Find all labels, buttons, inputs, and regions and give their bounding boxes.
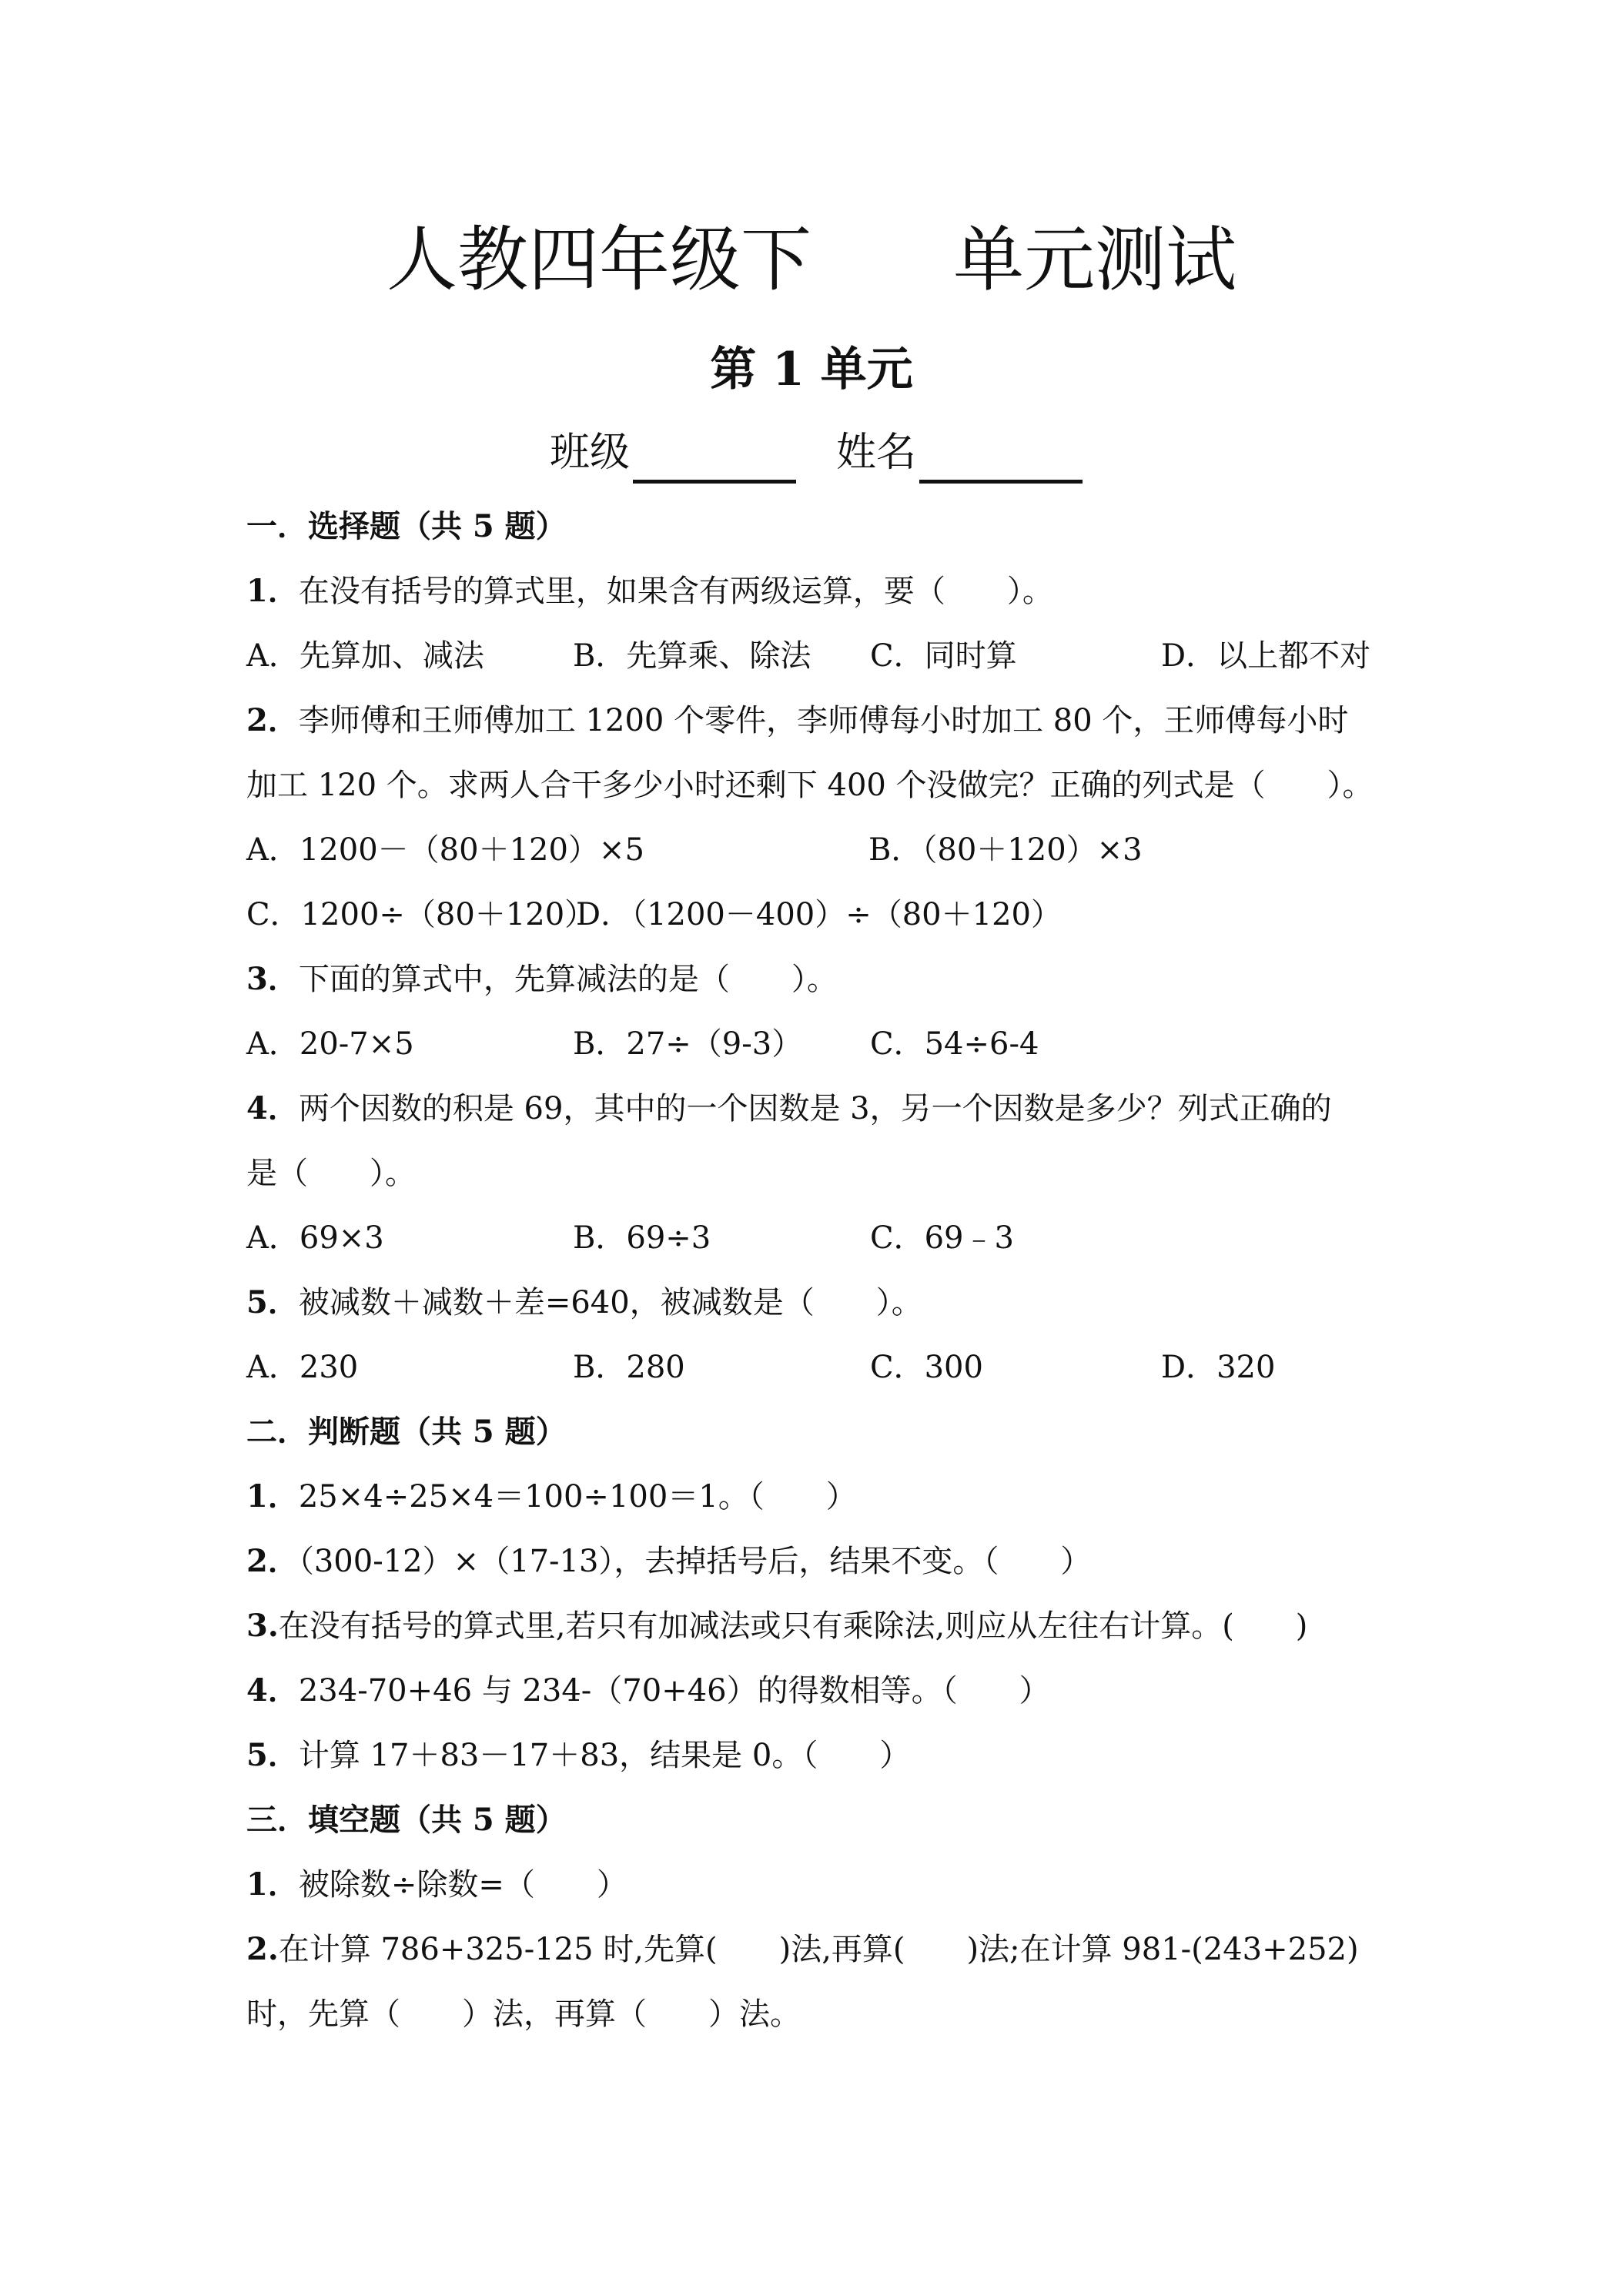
question-text [246, 1605, 1307, 1648]
class-blank[interactable] [633, 430, 796, 484]
name-blank[interactable] [919, 430, 1083, 484]
question-body: 在没有括号的算式里，如果含有两级运算，要（ ）。 [298, 574, 1053, 609]
question-number: 5． [246, 1284, 299, 1320]
option-b[interactable]: B．先算乘、除法 [573, 638, 812, 674]
question-text [246, 1475, 857, 1518]
option-a[interactable]: A．1200－（80＋120）×5 [246, 832, 644, 868]
question-text [246, 1281, 922, 1324]
option-a[interactable]: A．69×3 [246, 1220, 384, 1256]
question-body: （300-12）×（17-13），去掉括号后，结果不变。（ ） [298, 1544, 1092, 1579]
question-number: 4． [246, 1672, 299, 1709]
question-number: 2. [246, 1931, 279, 1967]
question-text [246, 570, 1053, 613]
option-c[interactable]: C．54÷6-4 [870, 1026, 1039, 1062]
class-label: 班级 [550, 430, 631, 476]
question-text [246, 1540, 1091, 1583]
question-body: 下面的算式中，先算减法的是（ ）。 [298, 962, 838, 997]
option-c[interactable]: C．同时算 [870, 638, 1017, 674]
question-number: 3. [246, 1608, 279, 1644]
page-title: 人教四年级下 单元测试 [386, 219, 1236, 301]
question-body: 计算 17＋83－17＋83，结果是 0。（ ） [298, 1738, 911, 1773]
option-c[interactable]: C．69﹣3 [870, 1220, 1014, 1256]
question-number: 2． [246, 702, 299, 738]
question-text-continued: 加工 120 个。求两人合干多少小时还剩下 400 个没做完？正确的列式是（ ）。 [246, 768, 1374, 803]
question-text-continued: 时，先算（ ）法，再算（ ）法。 [246, 1996, 801, 2032]
option-a[interactable]: A．先算加、减法 [246, 638, 484, 674]
question-body: 被除数÷除数=（ ） [298, 1867, 627, 1903]
question-number: 1． [246, 573, 299, 609]
class-field [550, 422, 796, 484]
options-row [246, 634, 1386, 678]
question-text [246, 958, 838, 1001]
question-text-continued: 是（ ）。 [246, 1156, 416, 1191]
section-heading-fill-blank: 三．填空题（共 5 题） [246, 1802, 567, 1838]
question-body: 在没有括号的算式里,若只有加减法或只有乘除法,则应从左往右计算。( ) [278, 1608, 1308, 1644]
question-body: 25×4÷25×4＝100÷100＝1。（ ） [298, 1479, 857, 1514]
question-number: 1． [246, 1478, 299, 1514]
question-text [246, 699, 1348, 742]
unit-subtitle: 第 1 单元 [710, 343, 913, 397]
student-info-row [0, 422, 1623, 484]
options-row [246, 893, 1386, 936]
question-number: 4． [246, 1090, 299, 1126]
option-a[interactable]: A．20-7×5 [246, 1026, 414, 1062]
option-d[interactable]: D．（1200－400）÷（80＋120） [576, 897, 1062, 932]
option-a[interactable]: A．230 [246, 1350, 359, 1385]
name-field [836, 422, 1083, 484]
options-row [246, 828, 1386, 872]
options-row [246, 1217, 1386, 1260]
option-b[interactable]: B．69÷3 [573, 1220, 711, 1256]
question-body: 在计算 786+325-125 时,先算( )法,再算( )法;在计算 981-(243+252) [278, 1932, 1359, 1967]
option-d[interactable]: D．以上都不对 [1161, 638, 1371, 674]
option-b[interactable]: B．280 [573, 1350, 685, 1385]
question-number: 3． [246, 961, 299, 997]
question-body: 李师傅和王师傅加工 1200 个零件，李师傅每小时加工 80 个，王师傅每小时 [298, 703, 1349, 738]
option-c[interactable]: C．1200÷（80＋120） [246, 897, 596, 932]
options-row [246, 1346, 1386, 1389]
question-text [246, 1087, 1332, 1130]
question-text [246, 1928, 1359, 1971]
section-heading-choice: 一．选择题（共 5 题） [246, 508, 567, 544]
question-text [246, 1863, 627, 1906]
question-number: 2． [246, 1543, 299, 1579]
section-heading-judgement: 二．判断题（共 5 题） [246, 1414, 567, 1450]
question-body: 被减数＋减数＋差=640，被减数是（ ）。 [298, 1285, 922, 1320]
option-c[interactable]: C．300 [870, 1350, 983, 1385]
options-row [246, 1022, 1386, 1066]
option-d[interactable]: D．320 [1161, 1350, 1276, 1385]
question-number: 5． [246, 1737, 299, 1773]
question-text [246, 1734, 910, 1777]
option-b[interactable]: B．27÷（9-3） [573, 1026, 803, 1062]
question-number: 1． [246, 1866, 299, 1903]
question-body: 两个因数的积是 69，其中的一个因数是 3，另一个因数是多少？列式正确的 [298, 1091, 1332, 1126]
question-body: 234-70+46 与 234-（70+46）的得数相等。（ ） [298, 1673, 1050, 1709]
option-b[interactable]: B．（80＋120）×3 [868, 832, 1143, 868]
name-label: 姓名 [836, 430, 917, 476]
question-text [246, 1669, 1050, 1712]
